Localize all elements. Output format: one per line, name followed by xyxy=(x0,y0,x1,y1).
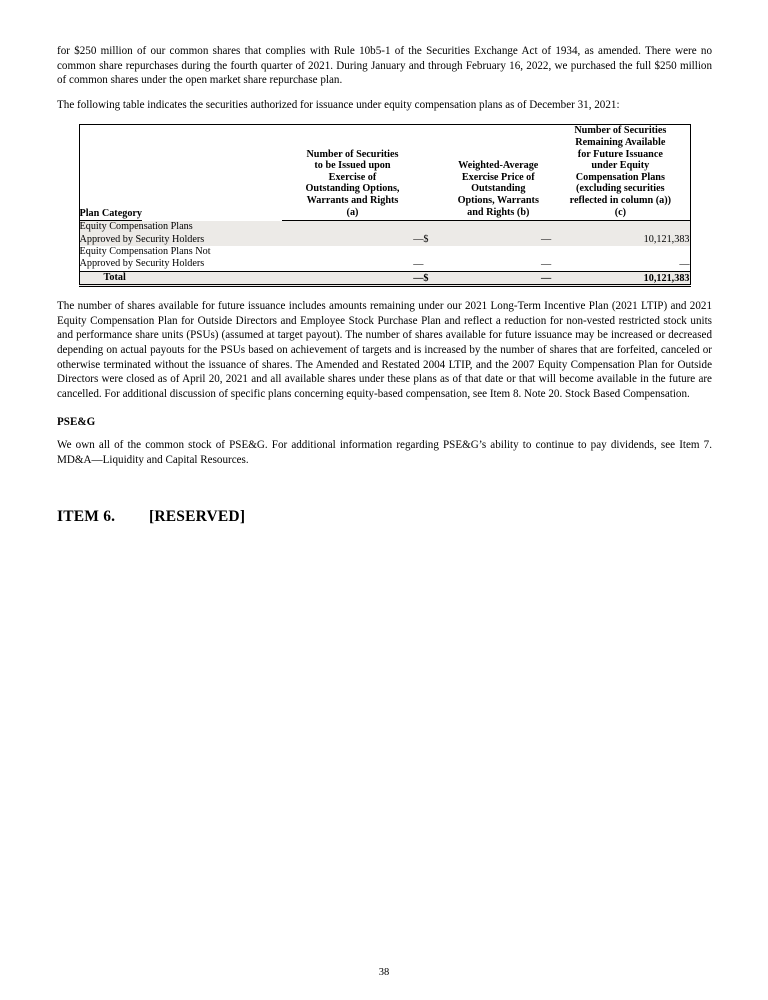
row-0-col-a: — xyxy=(413,234,424,246)
row-1-currency xyxy=(423,246,445,271)
equity-compensation-table-wrapper xyxy=(57,124,712,287)
header-col-c-l6: (excluding securities xyxy=(576,183,665,195)
header-col-b-l1: Weighted-Average xyxy=(458,160,539,172)
header-plan-category xyxy=(79,125,282,221)
row-0-col-c: 10,121,383 xyxy=(643,234,690,246)
equity-compensation-table xyxy=(79,124,691,287)
table-row xyxy=(79,221,690,246)
header-col-c-l2: Remaining Available xyxy=(575,136,666,148)
item-6-number: ITEM 6. xyxy=(57,507,116,525)
total-label: Total xyxy=(79,271,282,285)
row-0-label-l1: Equity Compensation Plans xyxy=(79,221,193,233)
header-col-a-l1: Number of Securities xyxy=(306,148,399,160)
row-0-currency: $ xyxy=(423,234,429,246)
header-col-a-l5: Warrants and Rights xyxy=(306,194,399,206)
subsection-heading-pseg: PSE&G xyxy=(57,416,96,429)
row-1-label-l2: Approved by Security Holders xyxy=(79,258,205,270)
table-total-row xyxy=(79,271,690,285)
header-col-c-l7: reflected in column (a)) xyxy=(569,194,672,206)
header-col-a-l2: to be Issued upon xyxy=(314,160,391,172)
header-col-c-l3: for Future Issuance xyxy=(577,148,663,160)
total-col-c: 10,121,383 xyxy=(551,271,690,285)
header-plan-category-label: Plan Category xyxy=(80,208,143,222)
row-0-col-b: — xyxy=(541,234,552,246)
total-currency: $ xyxy=(423,271,445,285)
header-column-c xyxy=(551,125,690,221)
header-currency-spacer xyxy=(423,125,445,221)
header-col-a-l3: Exercise of xyxy=(328,171,377,183)
header-column-a xyxy=(282,125,424,221)
paragraph-pseg: We own all of the common stock of PSE&G. For additional information regarding PSE&G’s ability to continue to pay dividends, see Item 7. MD&A—Liquidity and Capital Resources. xyxy=(57,439,712,466)
header-col-c-l8: (c) xyxy=(614,206,626,218)
header-col-b-l5: and Rights (b) xyxy=(467,206,530,218)
header-col-a-l4: Outstanding Options, xyxy=(305,183,400,195)
row-1-col-b: — xyxy=(541,259,552,271)
header-col-b-l2: Exercise Price of xyxy=(461,171,535,183)
header-col-c-l1: Number of Securities xyxy=(574,125,667,137)
total-col-b: — xyxy=(445,271,551,285)
paragraph-shares-available: The number of shares available for future issuance includes amounts remaining under our 2021 Long-Term Incentive Plan (2021 LTIP) and 2021 Equity Compensation Plan for Outside Directors and Employee Stock Purchase Plan and reflect a reduction for non-vested restricted stock units and performance share units (PSUs) (assumed at target payout). The number of shares available for future issuance may be increased or decreased depending on actual payouts for the PSUs based on achievement of targets and is increased by the number of shares that are forfeited, canceled or otherwise terminated without the issuance of shares. The Amended and Restated 2004 LTIP, and the 2007 Equity Compensation Plan for Outside Directors were closed as of April 20, 2021 and all available shares under these plans as of that date or that will become available in the future are cancelled. For additional discussion of specific plans concerning equity-based compensation, see Item 8. Note 20. Stock Based Compensation. xyxy=(57,300,712,400)
row-1-label xyxy=(79,246,282,271)
item-6-heading xyxy=(57,508,712,526)
table-header-row xyxy=(79,125,690,221)
table-row xyxy=(79,246,690,271)
row-1-label-l1: Equity Compensation Plans Not xyxy=(79,245,211,257)
total-col-a: — xyxy=(282,271,424,285)
header-col-a-l6: (a) xyxy=(346,206,359,218)
row-0-label-l2: Approved by Security Holders xyxy=(79,233,205,245)
header-col-c-l5: Compensation Plans xyxy=(575,171,665,183)
item-6-title: [RESERVED] xyxy=(149,507,246,525)
page-number: 38 xyxy=(378,967,390,978)
header-column-b xyxy=(445,125,551,221)
row-1-col-c: — xyxy=(679,259,690,271)
row-0-label xyxy=(79,221,282,246)
paragraph-buyback: for $250 million of our common shares that complies with Rule 10b5-1 of the Securities Exchange Act of 1934, as amended. There were no common share repurchases during the fourth quarter of 2021. During January and through February 16, 2022, we purchased the full $250 million of common shares under the open market share repurchase plan. xyxy=(57,45,712,87)
header-col-b-l4: Options, Warrants xyxy=(457,194,539,206)
row-1-col-a: — xyxy=(413,259,424,271)
header-col-c-l4: under Equity xyxy=(591,160,650,172)
header-col-b-l3: Outstanding xyxy=(471,183,526,195)
paragraph-table-intro: The following table indicates the securities authorized for issuance under equity compensation plans as of December 31, 2021: xyxy=(57,98,620,111)
